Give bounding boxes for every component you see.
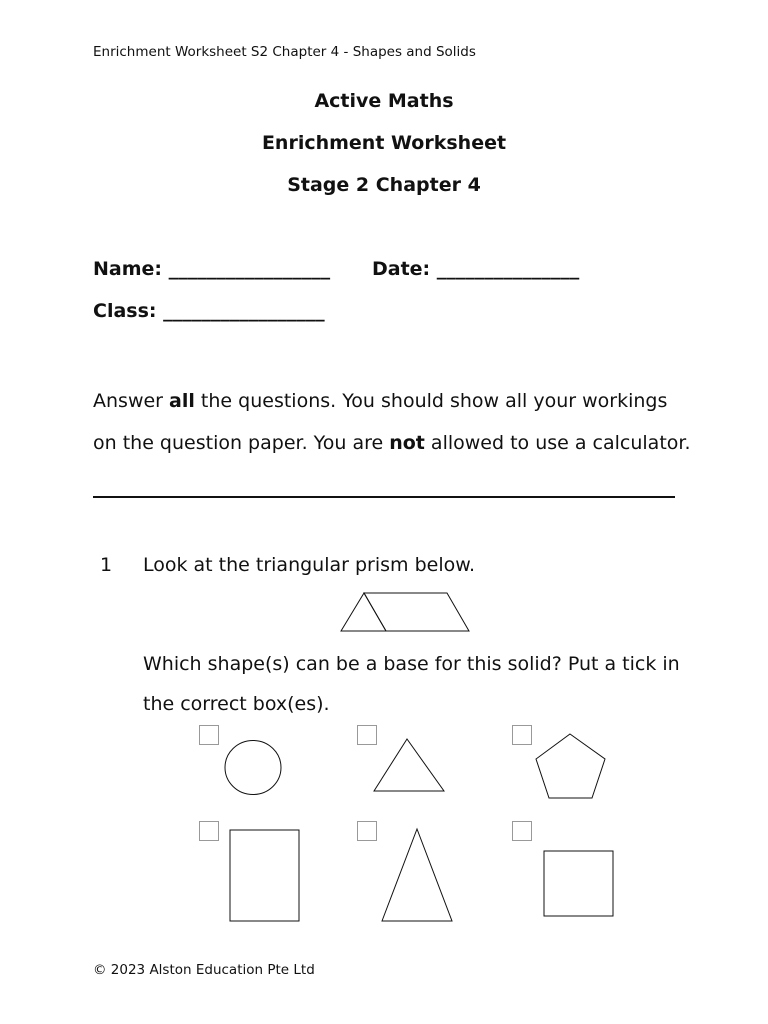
checkbox-isosceles-triangle[interactable] xyxy=(357,821,377,841)
header-note: Enrichment Worksheet S2 Chapter 4 - Shapes and Solids xyxy=(93,44,476,60)
class-field[interactable]: Class: _________________ xyxy=(93,300,325,322)
worksheet-subtitle: Enrichment Worksheet xyxy=(261,132,507,154)
triangle-shape xyxy=(373,738,445,792)
date-field[interactable]: Date: _______________ xyxy=(372,258,580,280)
divider-line xyxy=(93,496,675,498)
instructions-text-1: Answer xyxy=(93,390,170,412)
instructions-emphasis-not: not xyxy=(389,432,425,454)
worksheet-stage: Stage 2 Chapter 4 xyxy=(287,174,481,196)
copyright-footer: © 2023 Alston Education Pte Ltd xyxy=(93,962,315,978)
isosceles-triangle-shape xyxy=(381,828,454,922)
question-number: 1 xyxy=(100,554,113,576)
instructions-text-2: the questions. You should show all your workings on the question paper. You are xyxy=(93,390,668,454)
circle-shape xyxy=(224,739,284,797)
question-prompt: Look at the triangular prism below. xyxy=(143,554,476,576)
instructions-emphasis-all: all xyxy=(169,390,195,412)
prism-side-face xyxy=(364,593,469,631)
pentagon-shape xyxy=(535,732,607,800)
square-shape xyxy=(543,850,615,918)
checkbox-square[interactable] xyxy=(512,821,532,841)
checkbox-pentagon[interactable] xyxy=(512,725,532,745)
name-field[interactable]: Name: _________________ xyxy=(93,258,331,280)
prism-triangle-face xyxy=(341,593,386,631)
question-ask: Which shape(s) can be a base for this solid? Put a tick in the correct box(es). xyxy=(143,653,680,715)
checkbox-rectangle[interactable] xyxy=(199,821,219,841)
checkbox-circle[interactable] xyxy=(199,725,219,745)
instructions-text-3: allowed to use a calculator. xyxy=(424,432,691,454)
rectangle-shape xyxy=(229,829,301,922)
instructions xyxy=(93,380,693,464)
triangular-prism-figure xyxy=(340,592,470,632)
worksheet-title: Active Maths xyxy=(314,90,454,112)
